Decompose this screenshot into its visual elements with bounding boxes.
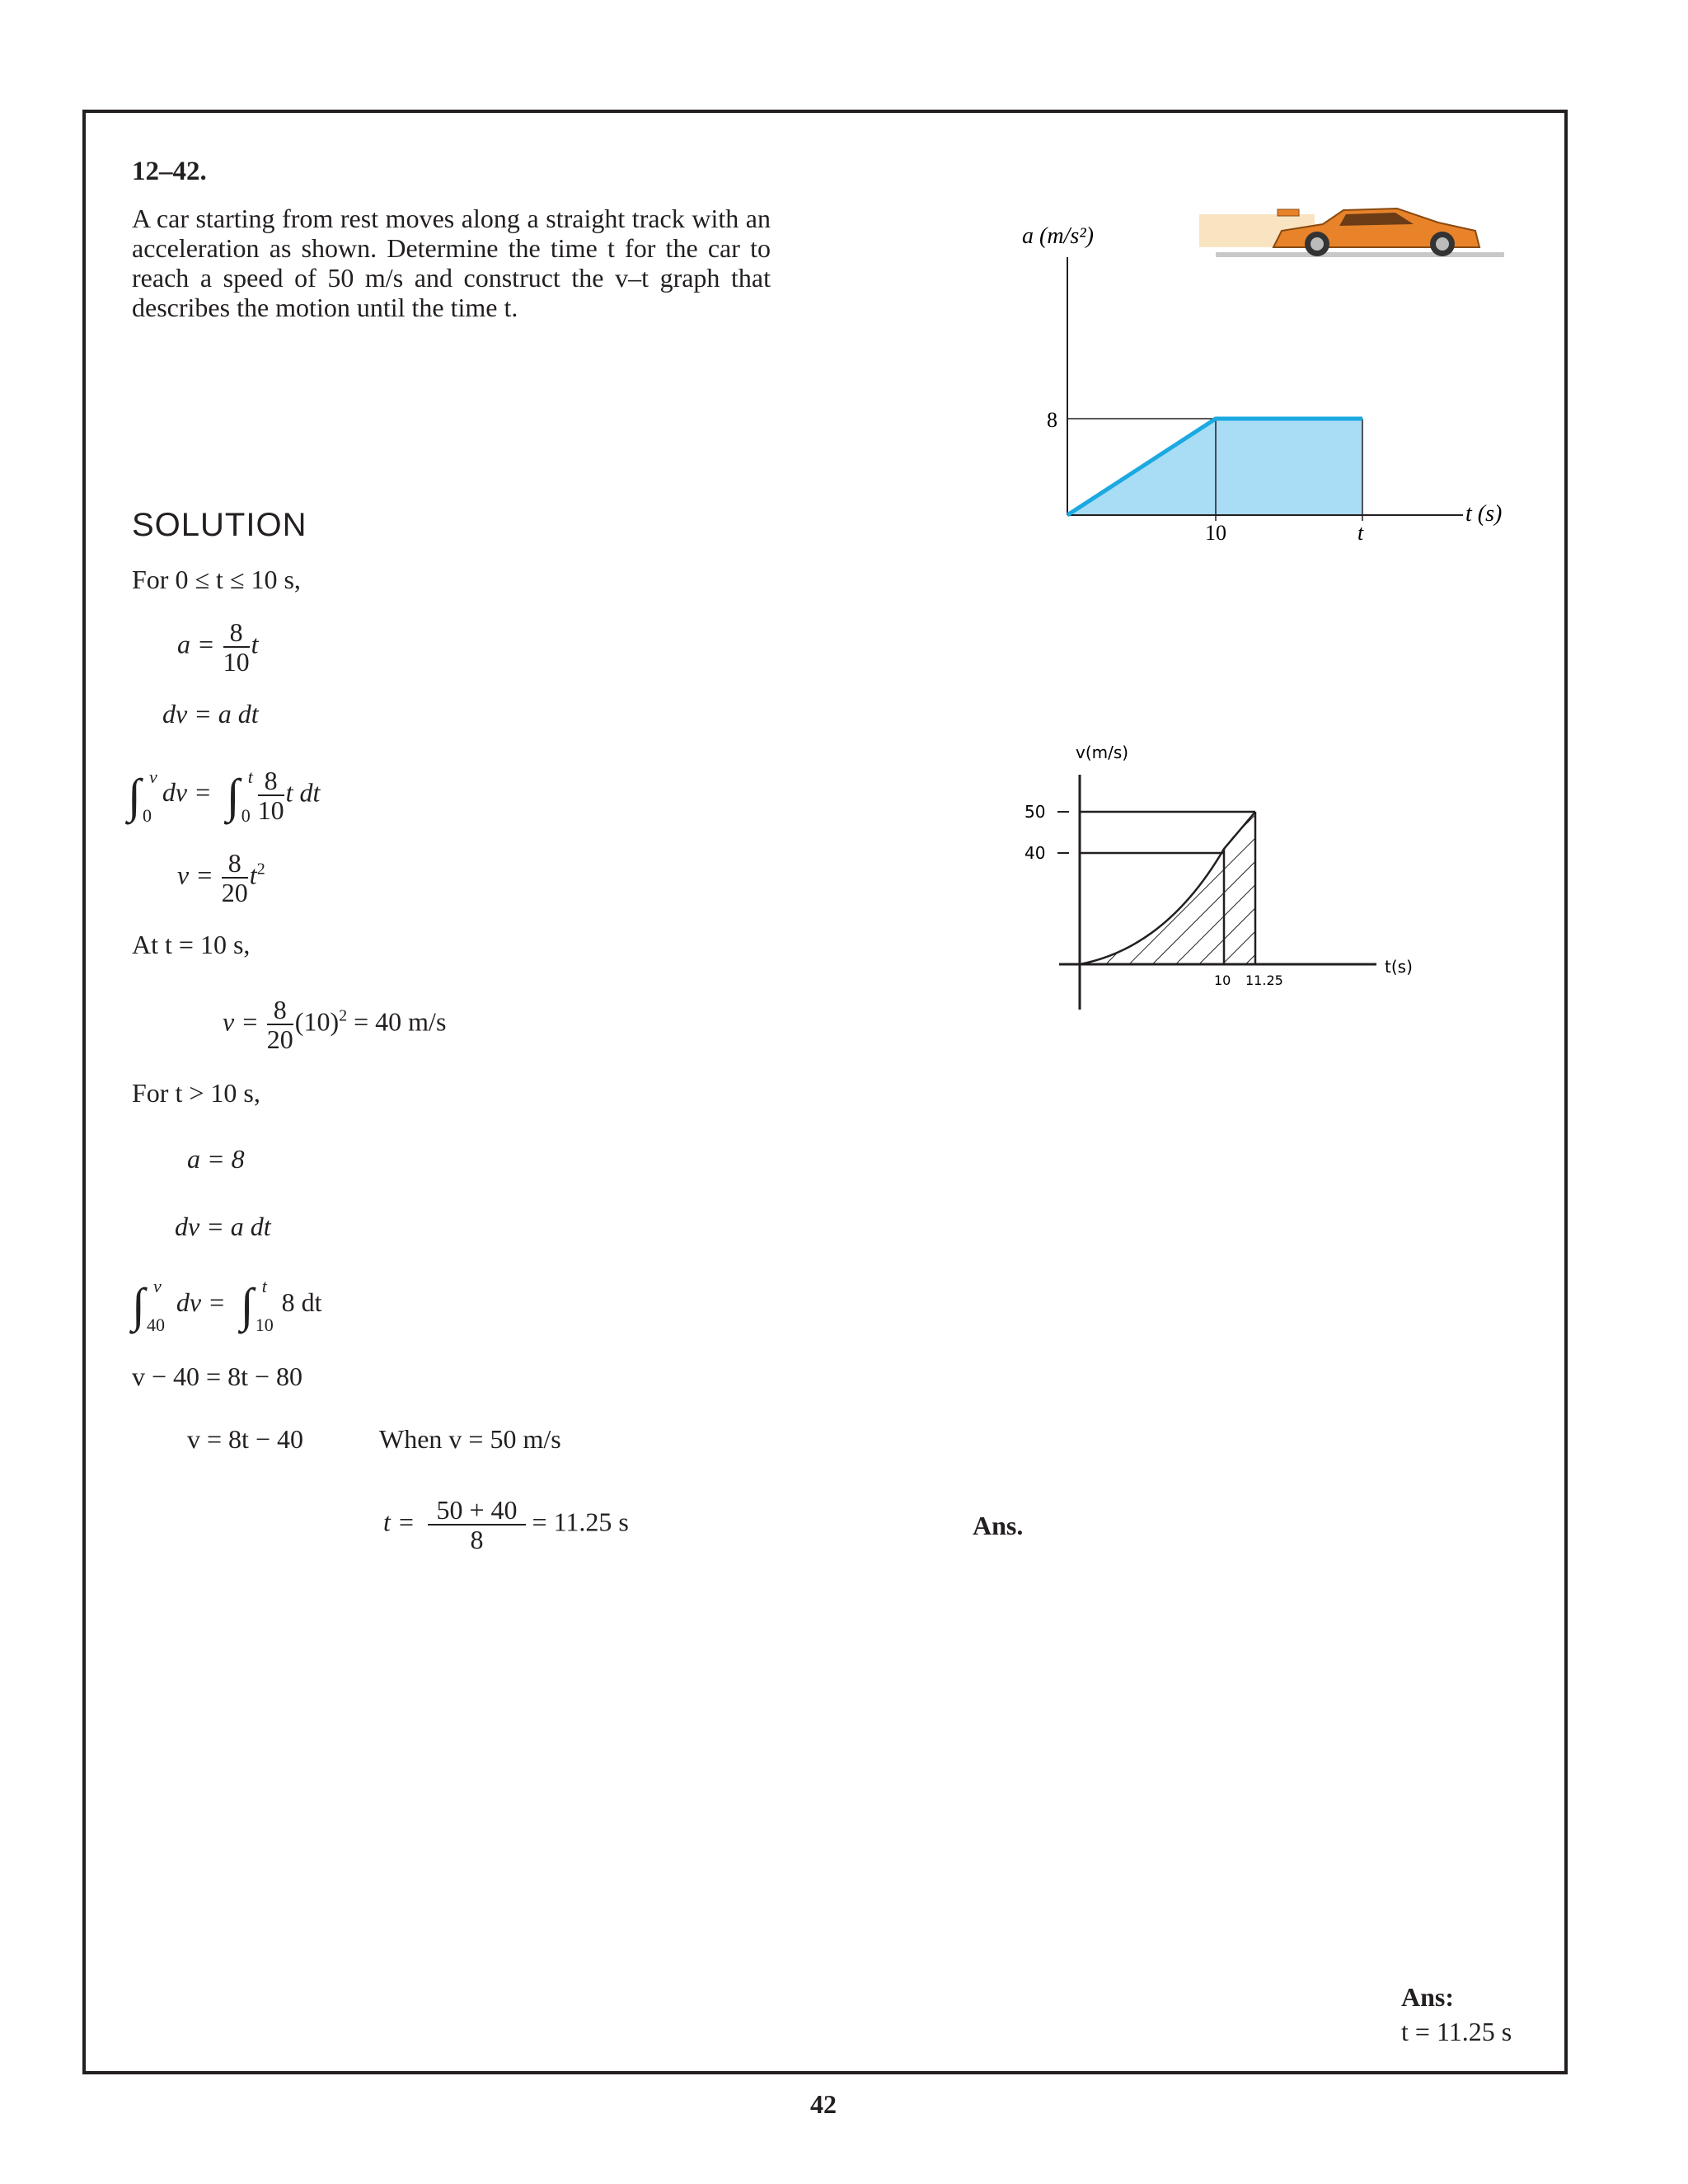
front-wheel-hub (1436, 237, 1449, 251)
eq-v1-tail: t (249, 860, 257, 890)
eq-dv1: dv = a dt (162, 699, 259, 729)
integral-sign-right: ∫ t 0 (226, 766, 253, 826)
eq-v10-result: = 40 m/s (347, 1006, 447, 1037)
x-tick-10: 10 (1205, 521, 1226, 545)
x-tick-t: t (1357, 521, 1364, 545)
eq-t-num: 50 + 40 (436, 1495, 518, 1525)
x-tick-10-sketch: 10 (1214, 972, 1231, 988)
eq-int1 (128, 766, 320, 824)
race-car-illustration (1199, 198, 1512, 272)
answer-label: Ans: (1401, 1982, 1455, 2012)
eq-v2a: v − 40 = 8t − 80 (132, 1361, 303, 1391)
eq-v1-den: 20 (221, 878, 248, 907)
int1-lower-right: 0 (241, 804, 251, 826)
int1-num: 8 (264, 766, 278, 795)
integral2-sign-left: ∫ v 40 (132, 1276, 165, 1335)
eq-t-frac (428, 1496, 525, 1554)
eq-int2 (132, 1277, 321, 1333)
int2-tail: 8 dt (281, 1286, 322, 1317)
eq-v1-lhs: v = (177, 860, 213, 890)
int1-tail: t dt (285, 777, 321, 808)
ans-mark: Ans. (973, 1511, 1024, 1540)
eq-a2: a = 8 (187, 1144, 245, 1174)
eq-a1 (177, 618, 258, 676)
solution-heading: SOLUTION (132, 507, 307, 543)
track (1216, 252, 1504, 257)
eq-v10: v = $\frac{8}{20}$ $(10)^2 = 40$ m/s (223, 995, 447, 1054)
eq-t (383, 1496, 629, 1554)
int1-lower-left: 0 (143, 804, 152, 826)
eq-v10-tail: (10) (294, 1006, 340, 1037)
x-tick-1125-sketch: 11.25 (1245, 972, 1283, 988)
when-text: When v = 50 m/s (379, 1424, 561, 1454)
eq-v1: v = $\frac{8}{20}$ $t^2$ (177, 848, 265, 907)
int1-den: 10 (257, 795, 284, 825)
eq-v10-den: 20 (266, 1024, 293, 1054)
case1-text: For 0 ≤ t ≤ 10 s, (132, 565, 301, 594)
int1-mid: dv = (162, 777, 212, 808)
int1-frac (258, 766, 284, 824)
t-axis-label-sketch: t(s) (1385, 957, 1413, 977)
hatched-area (1080, 812, 1255, 964)
case2-text: For t > 10 s, (132, 1078, 260, 1108)
int2-upper-left: v (153, 1276, 162, 1296)
integral2-sign-right: ∫ t 10 (240, 1276, 274, 1335)
velocity-graph-sketch (1010, 733, 1471, 1022)
integral-sign-left: ∫ v 0 (128, 766, 157, 826)
eq-dv2: dv = a dt (175, 1212, 271, 1241)
int2-lower-right: 10 (255, 1315, 274, 1335)
eq-t-den: 8 (428, 1524, 525, 1554)
int1-upper-left: v (149, 766, 157, 787)
t-axis-label: t (s) (1465, 501, 1503, 527)
y-tick-8: 8 (1047, 408, 1057, 432)
area-under-curve (1067, 419, 1362, 515)
eq-v1-num: 8 (227, 848, 241, 878)
eq-t-lhs: t = (383, 1507, 415, 1537)
int1-upper-right: t (247, 766, 253, 787)
y-tick-50: 50 (1025, 802, 1046, 822)
car-spoiler (1278, 209, 1299, 216)
int2-lower-left: 40 (147, 1315, 165, 1335)
at10-text: At t = 10 s, (132, 930, 251, 959)
eq-v10-frac (267, 996, 293, 1053)
rear-wheel-hub (1311, 237, 1324, 251)
y-tick-40: 40 (1025, 843, 1046, 863)
a-axis-label: a (m/s²) (1022, 223, 1094, 249)
eq-v1-frac (222, 849, 248, 907)
eq-a1-tail: t (251, 629, 259, 659)
eq-a1-lhs: a = (177, 629, 215, 659)
eq-v10-lhs: v = (223, 1006, 259, 1037)
eq-a1-frac (223, 618, 250, 676)
eq-v10-num: 8 (273, 995, 287, 1024)
eq-t-result: = 11.25 s (532, 1507, 629, 1537)
page-number: 42 (810, 2089, 837, 2119)
problem-number: 12–42. (132, 157, 207, 186)
answer-value: t = 11.25 s (1401, 2017, 1512, 2046)
eq-v2b: v = 8t − 40 (187, 1424, 303, 1454)
eq-a1-den: 10 (223, 647, 250, 677)
int2-mid: dv = (176, 1286, 226, 1317)
eq-a1-num: 8 (229, 617, 243, 647)
problem-statement: A car starting from rest moves along a straight track with an acceleration as shown. Determine the time t for the car to reach a speed of 50 m/s and construct the v–t graph that describes the motion until the time t. (132, 204, 771, 322)
int2-upper-right: t (261, 1276, 267, 1296)
v-axis-label-sketch: v(m/s) (1076, 743, 1129, 762)
